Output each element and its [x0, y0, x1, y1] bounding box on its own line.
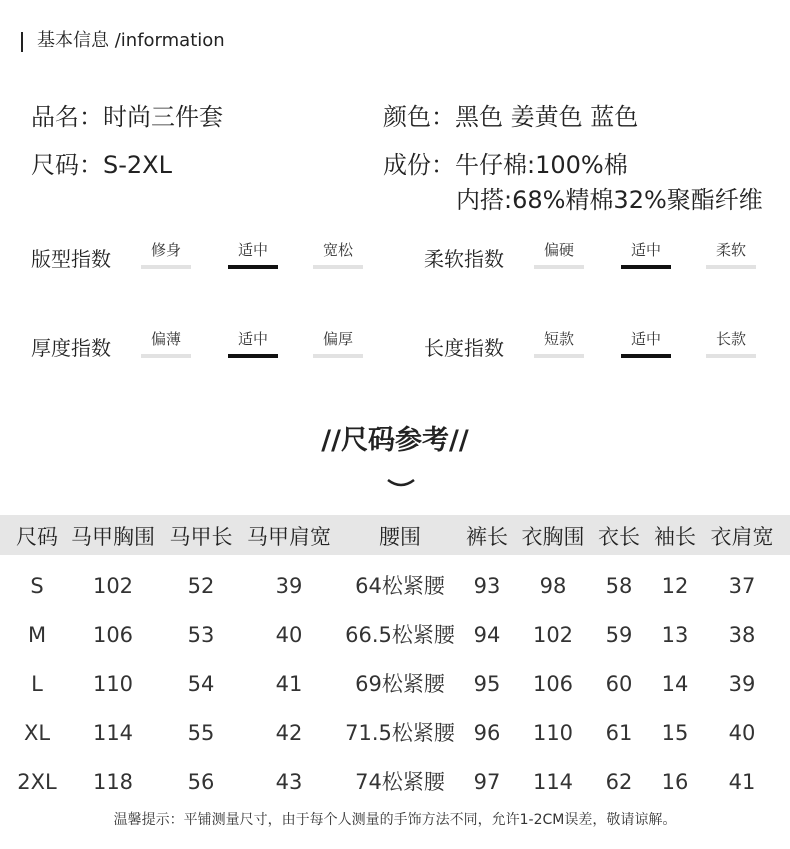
- table-cell: 15: [661, 721, 689, 745]
- table-cell: 39: [275, 574, 303, 598]
- table-cell: 39: [728, 672, 756, 696]
- index-title: 版型指数: [31, 247, 111, 271]
- index-option: [227, 241, 279, 269]
- index-option: [140, 241, 192, 269]
- product-colors: 颜色：黑色 姜黄色 蓝色: [383, 103, 639, 131]
- table-cell: 69松紧腰: [355, 672, 445, 696]
- table-cell: 55: [187, 721, 215, 745]
- index-option-label: 偏厚: [322, 330, 353, 348]
- table-cell: 53: [187, 623, 215, 647]
- index-option-marker-selected: [621, 265, 671, 269]
- index-option-label: 宽松: [322, 241, 353, 259]
- index-option: [140, 330, 192, 358]
- index-option-label: 柔软: [715, 241, 746, 259]
- table-cell: 102: [532, 623, 574, 647]
- table-cell: 52: [187, 574, 215, 598]
- index-option: [312, 330, 364, 358]
- product-name: 品名：时尚三件套: [31, 103, 223, 131]
- table-header-cell: 衣长: [598, 525, 640, 549]
- table-cell: 114: [532, 770, 574, 794]
- index-option-marker: [141, 354, 191, 358]
- table-cell: L: [31, 672, 43, 696]
- index-option-marker: [706, 265, 756, 269]
- table-header-cell: 腰围: [379, 525, 421, 549]
- size-chart-title: //尺码参考//: [321, 425, 469, 456]
- index-option-marker-selected: [228, 265, 278, 269]
- index-option-marker: [141, 265, 191, 269]
- table-header-cell: 尺码: [16, 525, 58, 549]
- table-header-cell: 衣胸围: [521, 525, 585, 549]
- table-cell: 2XL: [17, 770, 57, 794]
- section-title: 基本信息 /information: [37, 30, 225, 51]
- table-header-cell: 衣肩宽: [710, 525, 774, 549]
- table-cell: 43: [275, 770, 303, 794]
- index-option-marker: [706, 354, 756, 358]
- index-option-label: 适中: [237, 241, 268, 259]
- table-cell: 74松紧腰: [355, 770, 445, 794]
- header-accent-bar: [21, 32, 23, 52]
- table-cell: 40: [275, 623, 303, 647]
- table-cell: 95: [473, 672, 501, 696]
- table-cell: 40: [728, 721, 756, 745]
- table-cell: 54: [187, 672, 215, 696]
- index-title: 长度指数: [424, 336, 504, 360]
- table-cell: 58: [605, 574, 633, 598]
- index-option-marker: [313, 265, 363, 269]
- table-cell: 41: [728, 770, 756, 794]
- index-option: [533, 241, 585, 269]
- table-cell: 96: [473, 721, 501, 745]
- measurement-note: 温馨提示：平铺测量尺寸，由于每个人测量的手饰方法不同，允许1-2CM误差，敬请谅解。: [113, 812, 677, 828]
- table-cell: 16: [661, 770, 689, 794]
- table-cell: 114: [92, 721, 134, 745]
- index-option-label: 偏硬: [543, 241, 574, 259]
- index-option: [533, 330, 585, 358]
- table-cell: S: [30, 574, 44, 598]
- table-header-cell: 马甲胸围: [71, 525, 155, 549]
- table-cell: 110: [92, 672, 134, 696]
- table-cell: M: [27, 623, 47, 647]
- table-cell: 13: [661, 623, 689, 647]
- index-option-label: 适中: [630, 241, 661, 259]
- table-cell: 59: [605, 623, 633, 647]
- index-option: [227, 330, 279, 358]
- table-cell: 56: [187, 770, 215, 794]
- index-option-marker-selected: [228, 354, 278, 358]
- table-cell: 38: [728, 623, 756, 647]
- table-cell: 93: [473, 574, 501, 598]
- table-cell: 118: [92, 770, 134, 794]
- table-cell: 62: [605, 770, 633, 794]
- table-cell: 37: [728, 574, 756, 598]
- index-option: [705, 330, 757, 358]
- index-option-label: 适中: [237, 330, 268, 348]
- product-material: 成份：牛仔棉:100%棉: [383, 151, 628, 179]
- table-cell: 94: [473, 623, 501, 647]
- product-size-range: 尺码：S-2XL: [31, 151, 172, 179]
- table-cell: 71.5松紧腰: [345, 721, 455, 745]
- table-cell: XL: [23, 721, 51, 745]
- index-title: 厚度指数: [31, 336, 111, 360]
- table-cell: 106: [532, 672, 574, 696]
- table-cell: 14: [661, 672, 689, 696]
- index-option-label: 适中: [630, 330, 661, 348]
- product-material-lining: 内搭:68%精棉32%聚酯纤维: [456, 186, 763, 214]
- table-cell: 66.5松紧腰: [345, 623, 455, 647]
- index-option: [620, 330, 672, 358]
- table-cell: 60: [605, 672, 633, 696]
- index-option: [705, 241, 757, 269]
- table-cell: 64松紧腰: [355, 574, 445, 598]
- table-cell: 42: [275, 721, 303, 745]
- table-header-cell: 袖长: [654, 525, 696, 549]
- index-option: [620, 241, 672, 269]
- table-cell: 61: [605, 721, 633, 745]
- table-cell: 97: [473, 770, 501, 794]
- table-cell: 110: [532, 721, 574, 745]
- index-option-marker: [534, 265, 584, 269]
- tilde-divider-icon: [0, 476, 790, 492]
- index-option-label: 长款: [715, 330, 746, 348]
- index-option-marker: [534, 354, 584, 358]
- index-option-label: 偏薄: [150, 330, 181, 348]
- table-cell: 41: [275, 672, 303, 696]
- table-cell: 98: [539, 574, 567, 598]
- index-option-marker: [313, 354, 363, 358]
- index-option-marker-selected: [621, 354, 671, 358]
- table-header-cell: 裤长: [466, 525, 508, 549]
- table-header-cell: 马甲肩宽: [247, 525, 331, 549]
- index-option-label: 修身: [150, 241, 181, 259]
- table-header-cell: 马甲长: [169, 525, 233, 549]
- index-option: [312, 241, 364, 269]
- table-cell: 106: [92, 623, 134, 647]
- index-title: 柔软指数: [424, 247, 504, 271]
- table-cell: 12: [661, 574, 689, 598]
- index-option-label: 短款: [543, 330, 574, 348]
- table-cell: 102: [92, 574, 134, 598]
